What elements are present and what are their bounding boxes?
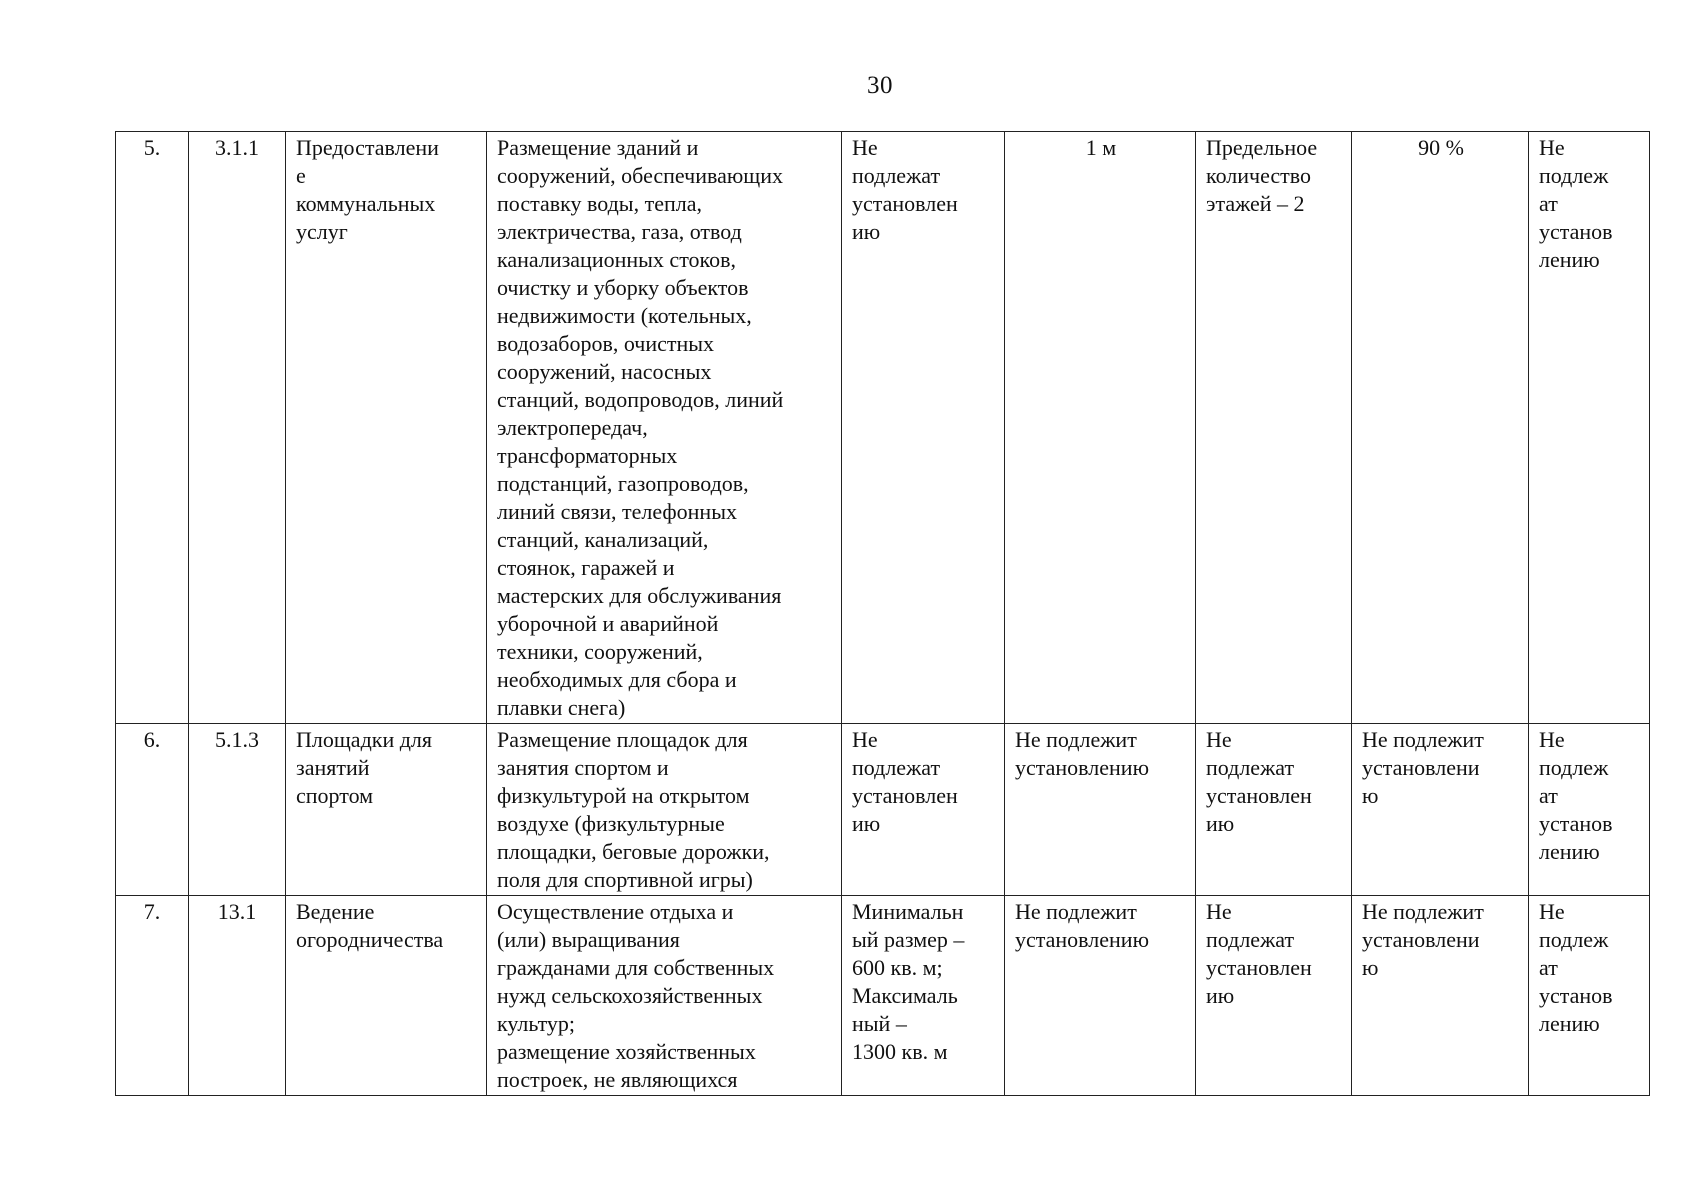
plot-size: Минимальн ый размер – 600 кв. м; Максималь ный – 1300 кв. м (842, 896, 1005, 1096)
use-name: Площадки для занятий спортом (286, 724, 487, 896)
row-number: 6. (116, 724, 189, 896)
other-parameters: Не подлеж ат установ лению (1529, 132, 1650, 724)
table-row (116, 132, 1650, 724)
max-coverage: 90 % (1352, 132, 1529, 724)
use-description: Размещение зданий и сооружений, обеспечивающих поставку воды, тепла, электричества, газа, отвод канализационных стоков, очистку и уборку объектов недвижимости (котельных, водозаборов, очистных сооружений, насосных станций, водопроводов, линий электропередач, трансформаторных подстанций, газопроводов, линий связи, телефонных станций, канализаций, стоянок, гаражей и мастерских для обслуживания уборочной и аварийной техники, сооружений, необходимых для сбора и плавки снега) (487, 132, 842, 724)
other-parameters: Не подлеж ат установ лению (1529, 896, 1650, 1096)
plot-size: Не подлежат установлен ию (842, 132, 1005, 724)
min-setback: Не подлежит установлению (1005, 896, 1196, 1096)
max-floors: Не подлежат установлен ию (1196, 724, 1352, 896)
table-row (116, 724, 1650, 896)
table-row (116, 896, 1650, 1096)
use-name: Предоставлени е коммунальных услуг (286, 132, 487, 724)
land-use-table (115, 131, 1650, 1096)
max-floors: Не подлежат установлен ию (1196, 896, 1352, 1096)
row-number: 5. (116, 132, 189, 724)
use-code: 5.1.3 (189, 724, 286, 896)
use-description: Размещение площадок для занятия спортом и физкультурой на открытом воздухе (физкультурные площадки, беговые дорожки, поля для спортивной игры) (487, 724, 842, 896)
min-setback: Не подлежит установлению (1005, 724, 1196, 896)
use-name: Ведение огородничества (286, 896, 487, 1096)
max-floors: Предельное количество этажей – 2 (1196, 132, 1352, 724)
page-number: 30 (867, 72, 893, 99)
use-code: 3.1.1 (189, 132, 286, 724)
use-code: 13.1 (189, 896, 286, 1096)
use-description: Осуществление отдыха и (или) выращивания гражданами для собственных нужд сельскохозяйственных культур; размещение хозяйственных построек, не являющихся (487, 896, 842, 1096)
max-coverage: Не подлежит установлени ю (1352, 724, 1529, 896)
other-parameters: Не подлеж ат установ лению (1529, 724, 1650, 896)
max-coverage: Не подлежит установлени ю (1352, 896, 1529, 1096)
plot-size: Не подлежат установлен ию (842, 724, 1005, 896)
row-number: 7. (116, 896, 189, 1096)
min-setback: 1 м (1005, 132, 1196, 724)
